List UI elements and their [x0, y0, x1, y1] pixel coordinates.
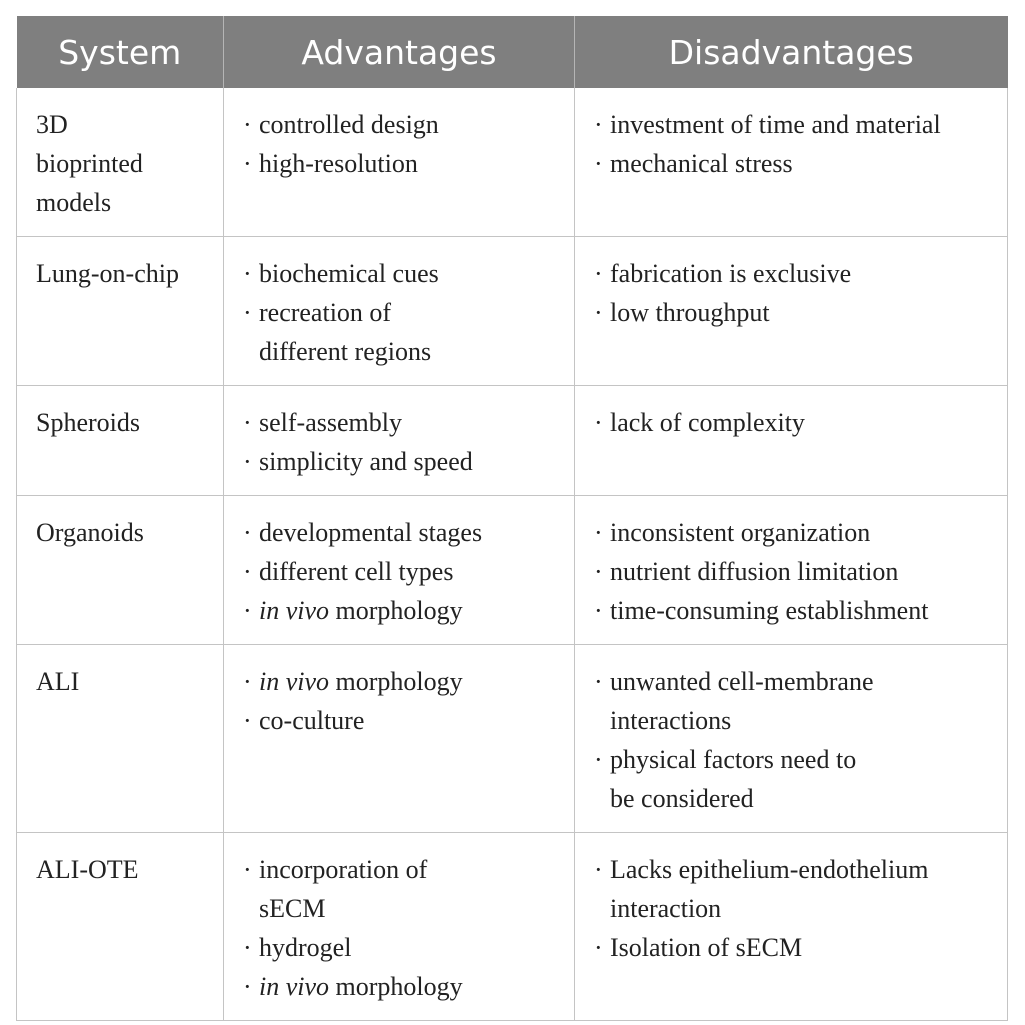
disadvantages-cell [575, 237, 1008, 386]
item-text: self-assembly [259, 408, 402, 437]
advantage-item [243, 967, 564, 1006]
advantages-cell [224, 88, 575, 237]
disadvantages-list [594, 850, 997, 967]
disadvantages-list [594, 513, 997, 630]
advantage-item [243, 442, 564, 481]
system-name: ALI-OTE [36, 855, 139, 884]
advantage-item [243, 293, 564, 371]
disadvantage-item [594, 254, 997, 293]
advantages-list [243, 662, 564, 740]
advantage-item [243, 552, 564, 591]
disadvantages-cell [575, 386, 1008, 496]
advantages-cell [224, 496, 575, 645]
disadvantage-item [594, 403, 997, 442]
advantages-cell [224, 237, 575, 386]
item-text: incorporation of sECM [259, 855, 428, 923]
disadvantage-item [594, 928, 997, 967]
italic-term: in vivo [259, 667, 330, 696]
disadvantages-cell [575, 833, 1008, 1021]
system-name: ALI [36, 667, 80, 696]
advantages-list [243, 105, 564, 183]
item-text: unwanted cell-membrane interactions [610, 667, 874, 735]
system-cell [17, 833, 224, 1021]
item-text: co-culture [259, 706, 365, 735]
disadvantage-item [594, 850, 997, 928]
item-text: mechanical stress [610, 149, 793, 178]
item-text: low throughput [610, 298, 770, 327]
advantage-item [243, 591, 564, 630]
disadvantages-list [594, 662, 997, 818]
disadvantage-item [594, 740, 997, 818]
item-text: inconsistent organization [610, 518, 871, 547]
system-cell [17, 496, 224, 645]
comparison-table [16, 16, 1008, 1021]
table-row [17, 496, 1008, 645]
item-text: simplicity and speed [259, 447, 473, 476]
system-name: Spheroids [36, 408, 140, 437]
advantage-item [243, 662, 564, 701]
italic-term: in vivo [259, 596, 330, 625]
advantage-item [243, 928, 564, 967]
system-name: 3D bioprinted models [36, 110, 143, 217]
header-disadvantages: Disadvantages [575, 16, 1008, 88]
advantages-list [243, 403, 564, 481]
disadvantages-list [594, 254, 997, 332]
disadvantages-list [594, 403, 997, 442]
item-text: morphology [329, 596, 463, 625]
item-text: fabrication is exclusive [610, 259, 852, 288]
item-text: developmental stages [259, 518, 483, 547]
item-text: physical factors need to be considered [610, 745, 857, 813]
item-text: biochemical cues [259, 259, 439, 288]
advantages-cell [224, 833, 575, 1021]
table-row [17, 833, 1008, 1021]
header-row [17, 16, 1008, 88]
item-text: controlled design [259, 110, 439, 139]
item-text: time-consuming establishment [610, 596, 929, 625]
system-cell [17, 386, 224, 496]
header-system: System [17, 16, 224, 88]
item-text: recreation of different regions [259, 298, 432, 366]
disadvantages-cell [575, 88, 1008, 237]
advantage-item [243, 850, 564, 928]
item-text: high-resolution [259, 149, 418, 178]
disadvantages-list [594, 105, 997, 183]
disadvantage-item [594, 662, 997, 740]
disadvantages-cell [575, 496, 1008, 645]
system-cell [17, 88, 224, 237]
header-advantages: Advantages [224, 16, 575, 88]
disadvantage-item [594, 552, 997, 591]
item-text: investment of time and material [610, 110, 941, 139]
disadvantage-item [594, 105, 997, 144]
system-name: Organoids [36, 518, 144, 547]
disadvantage-item [594, 591, 997, 630]
advantages-list [243, 254, 564, 371]
table-row [17, 386, 1008, 496]
disadvantage-item [594, 293, 997, 332]
table-row [17, 645, 1008, 833]
item-text: nutrient diffusion limitation [610, 557, 899, 586]
system-cell [17, 645, 224, 833]
item-text: different cell types [259, 557, 454, 586]
advantage-item [243, 701, 564, 740]
item-text: lack of complexity [610, 408, 805, 437]
advantage-item [243, 144, 564, 183]
italic-term: in vivo [259, 972, 330, 1001]
item-text: hydrogel [259, 933, 352, 962]
table-row [17, 88, 1008, 237]
item-text: morphology [329, 667, 463, 696]
system-cell [17, 237, 224, 386]
disadvantages-cell [575, 645, 1008, 833]
disadvantage-item [594, 144, 997, 183]
advantage-item [243, 513, 564, 552]
table-row [17, 237, 1008, 386]
disadvantage-item [594, 513, 997, 552]
advantages-list [243, 513, 564, 630]
item-text: Isolation of sECM [610, 933, 803, 962]
advantage-item [243, 105, 564, 144]
item-text: Lacks epithelium-endothelium interaction [610, 855, 929, 923]
advantages-cell [224, 645, 575, 833]
advantage-item [243, 254, 564, 293]
item-text: morphology [329, 972, 463, 1001]
system-name: Lung-on-chip [36, 259, 179, 288]
advantages-cell [224, 386, 575, 496]
advantage-item [243, 403, 564, 442]
advantages-list [243, 850, 564, 1006]
